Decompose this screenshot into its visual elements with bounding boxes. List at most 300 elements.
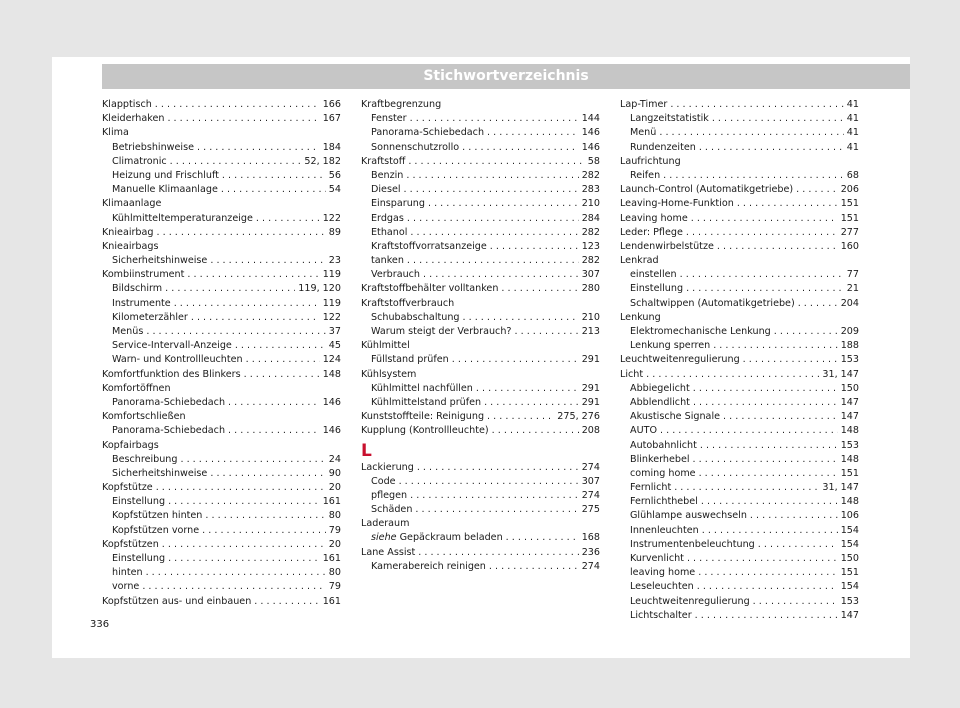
index-column-1 [102,98,341,609]
entry-pages: 90 [328,467,341,479]
entry-term: Warum steigt der Verbrauch? [371,326,512,337]
entry-pages: 20 [328,538,341,550]
entry-term: Verbrauch [371,269,421,281]
dot-leader [142,580,325,594]
entry-term: Fernlichthebel [630,496,698,508]
entry-term: Einstellung [630,283,684,295]
entry-pages: 123 [581,240,600,252]
entry-term: Langzeitstatistik [630,113,709,125]
dot-leader [670,98,843,112]
entry-term: Sicherheitshinweise [112,467,208,479]
entry-pages: 210 [581,198,600,210]
dot-leader [686,226,838,240]
entry-pages: 45 [328,340,341,352]
dot-leader [686,282,844,296]
index-subentry [102,552,341,566]
entry-pages: 282 [581,226,600,238]
entry-pages: 147 [840,396,859,408]
index-heading: Lenkung [620,311,661,323]
index-entry [620,226,859,240]
entry-term: Kurvenlicht [630,553,684,564]
dot-leader [210,254,325,268]
entry-pages: 307 [581,269,600,281]
entry-pages: 41 [846,99,859,110]
dot-leader [687,552,838,566]
index-subentry [620,453,859,467]
entry-term: Leaving home [620,212,688,224]
index-entry [620,240,859,254]
entry-term: Knieairbag [102,226,154,238]
page-number: 336 [90,619,110,630]
entry-term: Menüs [112,326,144,337]
index-entry [102,481,341,495]
entry-term: Diesel [371,184,401,196]
dot-leader [174,297,320,311]
index-entry [361,424,600,438]
dot-leader [501,282,578,296]
dot-leader [228,424,320,438]
dot-leader [702,524,838,538]
entry-pages: 184 [322,141,341,153]
index-subentry [361,197,600,211]
entry-pages: 147 [840,411,859,423]
entry-term: Kamerabereich reinigen [371,560,486,572]
entry-term: AUTO [630,425,657,437]
entry-pages: 148 [322,368,341,380]
entry-pages: 31, 147 [822,368,859,380]
index-subentry [620,112,859,126]
dot-leader [256,212,320,226]
entry-pages: 213 [581,326,600,337]
index-entry [620,353,859,367]
index-entry [620,183,859,197]
dot-leader [487,126,579,140]
dot-leader [406,169,578,183]
entry-pages: 291 [581,354,600,366]
entry-term: Kilometerzähler [112,311,188,323]
entry-term: Blinkerhebel [630,453,690,465]
entry-pages: 210 [581,311,600,323]
entry-term: Einstellung [112,496,166,508]
dot-leader [660,424,838,438]
dot-leader [774,325,838,339]
entry-term: Kopfstütze [102,482,153,494]
entry-pages: 274 [581,461,600,473]
entry-pages: 154 [840,538,859,550]
dot-leader [197,141,320,155]
entry-pages: 167 [322,113,341,125]
dot-leader [700,439,838,453]
index-subentry [361,183,600,197]
index-subentry [620,169,859,183]
entry-pages: 37 [328,326,341,337]
index-heading: Laufrichtung [620,155,681,167]
index-heading: Kühlmittel [361,340,410,352]
entry-term: hinten [112,567,143,579]
index-subentry [102,282,341,296]
entry-pages: 282 [581,255,600,267]
dot-leader [162,538,326,552]
entry-term: Abblendlicht [630,396,690,408]
entry-pages: 58 [587,155,600,167]
entry-term: Leaving-Home-Funktion [620,198,734,210]
index-subentry [102,566,341,580]
index-entry [620,212,859,226]
index-entry [361,155,600,169]
entry-term: Leuchtweitenregulierung [620,354,740,366]
dot-leader [695,609,838,623]
entry-term: Panorama-Schiebedach [371,127,485,139]
entry-pages: 20 [328,482,341,494]
index-entry [620,368,859,382]
entry-term: Kopfstützen [102,538,159,550]
index-entry [102,595,341,609]
dot-leader [146,566,326,580]
dot-leader [646,368,819,382]
dot-leader [165,282,295,296]
index-subentry [102,353,341,367]
dot-leader [492,424,579,438]
dot-leader [205,509,325,523]
index-entry [361,546,600,560]
dot-leader [222,169,326,183]
index-entry [102,226,341,240]
entry-pages: 41 [846,113,859,125]
dot-leader [717,240,838,254]
entry-term: leaving home [630,567,696,579]
dot-leader [235,339,326,353]
entry-pages: 31, 147 [822,482,859,494]
index-subentry [102,339,341,353]
entry-term: Innenleuchten [630,524,699,536]
entry-pages: 275, 276 [557,411,600,423]
index-subentry [361,212,600,226]
entry-pages: 77 [846,269,859,281]
index-subentry [102,169,341,183]
index-subentry [361,325,600,339]
entry-term: Klapptisch [102,99,152,110]
dot-leader [187,268,319,282]
entry-pages: 41 [846,127,859,139]
entry-pages: 153 [840,595,859,607]
index-subentry [620,141,859,155]
dot-leader [484,396,579,410]
index-subentry [620,410,859,424]
entry-term: Schubabschaltung [371,311,460,323]
index-subentry [620,509,859,523]
dot-leader [489,560,579,574]
entry-pages: 188 [840,340,859,352]
entry-term: Kühlmitteltemperaturanzeige [112,212,253,224]
entry-term: coming home [630,467,696,479]
index-subentry [620,297,859,311]
index-subentry [620,580,859,594]
entry-pages: 154 [840,581,859,593]
dot-leader [180,453,325,467]
dot-leader [246,353,320,367]
dot-leader [674,481,819,495]
entry-term: Lendenwirbelstütze [620,240,714,252]
entry-term: Code [371,475,396,487]
dot-leader [417,461,579,475]
dot-leader [404,183,579,197]
dot-leader [399,475,579,489]
entry-term: pflegen [371,489,408,501]
entry-term: Warn- und Kontrollleuchten [112,354,243,366]
dot-leader [170,155,302,169]
entry-pages: 148 [840,425,859,437]
index-heading: Laderaum [361,518,410,530]
entry-pages: 151 [840,198,859,210]
entry-pages: 24 [328,453,341,465]
dot-leader [515,325,579,339]
index-subentry [620,467,859,481]
dot-leader [407,212,579,226]
entry-term: Manuelle Klimaanlage [112,184,218,196]
entry-pages: 284 [581,212,600,224]
entry-pages: 151 [840,567,859,579]
index-subentry [620,382,859,396]
entry-term: Instrumente [112,297,171,309]
index-subentry [361,254,600,268]
entry-term: Schaltwippen (Automatikgetriebe) [630,297,795,309]
dot-leader [221,183,326,197]
index-letter-heading: L [361,440,372,461]
dot-leader [699,141,844,155]
entry-pages: 80 [328,567,341,579]
entry-pages: 204 [840,297,859,309]
index-heading: Klima [102,127,129,139]
entry-pages: 146 [322,396,341,408]
index-subentry [102,311,341,325]
dot-leader [157,226,326,240]
entry-term: Kühlmittelstand prüfen [371,396,482,408]
dot-leader [693,396,838,410]
dot-leader [758,538,838,552]
entry-pages: 153 [840,354,859,366]
entry-pages: 283 [581,184,600,196]
entry-pages: 206 [840,184,859,196]
entry-term: Lichtschalter [630,609,692,621]
entry-term: Abbiegelicht [630,382,690,394]
index-entry [620,197,859,211]
index-heading: Knieairbags [102,240,159,252]
index-subentry [102,524,341,538]
dot-leader [701,495,838,509]
dot-leader [410,489,579,503]
index-subentry [102,509,341,523]
dot-leader [415,503,578,517]
index-subentry [620,609,859,623]
entry-term: Kopfstützen aus- und einbauen [102,595,252,607]
dot-leader [697,580,838,594]
index-subentry [361,489,600,503]
entry-term: Elektromechanische Lenkung [630,326,771,337]
dot-leader [156,481,326,495]
index-heading: Kopfairbags [102,439,159,451]
dot-leader [244,368,320,382]
entry-pages: 68 [846,169,859,181]
entry-term: Füllstand prüfen [371,354,449,366]
entry-term: Kopfstützen vorne [112,524,200,536]
entry-pages: 274 [581,489,600,501]
entry-pages: 79 [328,581,341,593]
dot-leader [487,410,554,424]
dot-leader [410,226,578,240]
entry-pages: 168 [581,532,600,544]
dot-leader [693,382,838,396]
index-subentry [620,282,859,296]
entry-pages: 274 [581,560,600,572]
index-subentry [620,538,859,552]
index-subentry [361,126,600,140]
dot-leader [407,254,579,268]
index-heading: Komfortöffnen [102,382,171,394]
entry-pages: 79 [328,524,341,536]
dot-leader [168,495,320,509]
dot-leader [680,268,844,282]
index-entry [102,368,341,382]
index-heading: Lenkrad [620,255,659,267]
index-subentry [361,226,600,240]
index-subentry [361,382,600,396]
entry-term-see: siehe [371,532,397,544]
entry-pages: 153 [840,439,859,451]
entry-pages: 80 [328,510,341,522]
entry-pages: 146 [581,141,600,153]
entry-term-target: Gepäckraum beladen [396,532,503,544]
entry-pages: 161 [322,553,341,564]
entry-term: Climatronic [112,155,167,167]
entry-pages: 236 [581,546,600,558]
entry-term: Kombiinstrument [102,269,185,281]
index-subentry [361,503,600,517]
entry-term: Kupplung (Kontrollleuchte) [361,425,489,437]
index-column-2 [361,98,600,574]
entry-term: Sonnenschutzrollo [371,141,460,153]
entry-term: Rundenzeiten [630,141,696,153]
entry-term: Reifen [630,169,661,181]
entry-term: Komfortfunktion des Blinkers [102,368,241,380]
entry-term: Fernlicht [630,482,672,494]
index-heading: Klimaanlage [102,198,162,210]
index-subentry [620,481,859,495]
entry-term: Kunststoffteile: Reinigung [361,411,485,423]
entry-term: Panorama-Schiebedach [112,425,226,437]
index-subentry [361,268,600,282]
index-subentry [102,424,341,438]
entry-pages: 146 [581,127,600,139]
dot-leader [423,268,579,282]
dot-leader [750,509,838,523]
index-subentry [620,439,859,453]
index-subentry [361,311,600,325]
entry-term: Leuchtweitenregulierung [630,595,750,607]
index-subentry [102,141,341,155]
entry-pages: 151 [840,467,859,479]
dot-leader [408,155,584,169]
dot-leader [798,297,838,311]
entry-term: Service-Intervall-Anzeige [112,340,232,352]
index-subentry [361,141,600,155]
entry-term: Einsparung [371,198,425,210]
entry-pages: 161 [322,496,341,508]
index-heading: Kraftbegrenzung [361,99,442,110]
index-subentry [102,183,341,197]
entry-term: Schäden [371,504,413,516]
index-heading: Kühlsystem [361,368,417,380]
dot-leader [462,141,579,155]
index-subentry [361,475,600,489]
index-subentry [620,524,859,538]
index-subentry [102,467,341,481]
entry-term: Einstellung [112,553,166,564]
index-subentry [361,396,600,410]
entry-pages: 160 [840,240,859,252]
dot-leader [428,197,579,211]
section-header: Stichwortverzeichnis [102,64,910,89]
entry-pages: 209 [840,326,859,337]
index-entry [102,98,341,112]
entry-pages: 147 [840,609,859,621]
index-subentry [620,339,859,353]
entry-pages: 41 [846,141,859,153]
index-subentry [620,424,859,438]
index-subentry [620,595,859,609]
entry-pages: 106 [840,510,859,522]
index-entry [102,112,341,126]
index-subentry [102,580,341,594]
entry-term: Leder: Pflege [620,226,683,238]
entry-term: Instrumentenbeleuchtung [630,538,755,550]
entry-term: Kraftstoffbehälter volltanken [361,283,499,295]
entry-term: Ethanol [371,226,408,238]
dot-leader [691,212,838,226]
entry-pages: 148 [840,453,859,465]
dot-leader [663,169,844,183]
dot-leader [713,339,837,353]
index-heading: Komfortschließen [102,411,186,423]
entry-pages: 150 [840,553,859,564]
entry-term: Lap-Timer [620,99,668,110]
entry-term: Erdgas [371,212,404,224]
index-subentry [620,325,859,339]
entry-term: vorne [112,581,140,593]
index-entry [361,461,600,475]
dot-leader [723,410,838,424]
entry-term: Benzin [371,169,404,181]
index-subentry [102,155,341,169]
dot-leader [210,467,325,481]
index-subentry [361,112,600,126]
dot-leader [418,546,578,560]
index-subentry [102,396,341,410]
dot-leader [490,240,579,254]
dot-leader [659,126,843,140]
index-subentry [361,531,600,545]
entry-term: Fenster [371,113,407,125]
dot-leader [452,353,579,367]
entry-term: Kopfstützen hinten [112,510,203,522]
dot-leader [155,98,320,112]
index-subentry [620,495,859,509]
index-subentry [102,495,341,509]
dot-leader [743,353,838,367]
entry-term: Kraftstoffvorratsanzeige [371,240,487,252]
entry-pages: 154 [840,524,859,536]
entry-term: Beschreibung [112,453,178,465]
entry-term: Launch-Control (Automatikgetriebe) [620,184,794,196]
